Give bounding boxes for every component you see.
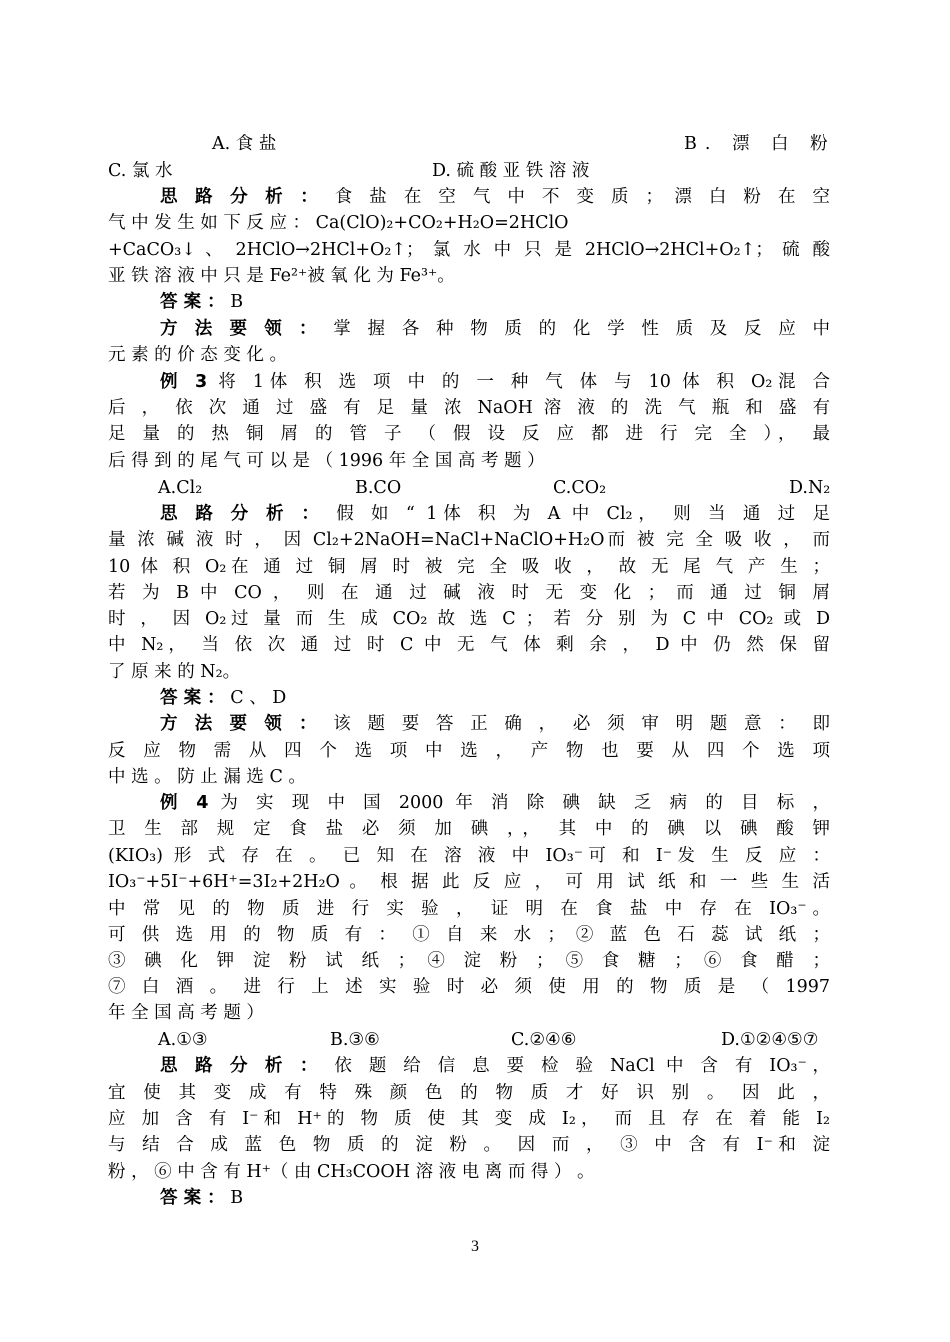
method-label: 方 法 要 领 ：	[160, 714, 323, 734]
chemical-equation: +CaCO₃↓ 、 2HClO→2HCl+O₂↑；	[108, 240, 424, 260]
q2-analysis-line: 亚 铁 溶 液 中 只 是 Fe²⁺被 氧 化 为 Fe³⁺。	[108, 266, 455, 286]
q3-analysis-line: 中 N₂， 当 依 次 通 过 时 C 中 无 气 体 剩 余 ， D 中 仍 然 保 留	[108, 635, 830, 655]
q3-method-line: 中 选 。 防 止 漏 选 C 。	[108, 767, 306, 787]
q4-analysis-line: 与 结 合 成 蓝 色 物 质 的 淀 粉 。 因 而 ， ③ 中 含 有 I⁻和 淀	[108, 1135, 830, 1155]
q2-analysis-line	[160, 184, 830, 210]
q4-stem-line	[160, 790, 830, 816]
q3-stem-line: 后 ， 依 次 通 过 盛 有 足 量 浓 NaOH 溶 液 的 洗 气 瓶 和 盛 有	[108, 398, 830, 418]
q2-analysis-line	[108, 210, 830, 236]
q4-stem-line: IO₃⁻+5I⁻+6H⁺=3I₂+2H₂O 。 根 据 此 反 应 ， 可 用 试 纸 和 一 些 生 活	[108, 872, 830, 892]
answer-label: 答 案 ：	[160, 688, 225, 708]
q3-option-d: D.N₂	[789, 478, 831, 498]
q4-option-a: A.①③	[158, 1030, 208, 1050]
q3-answer-line	[160, 685, 830, 711]
q4-option-c: C.②④⑥	[511, 1030, 577, 1050]
q2-method-line: 元 素 的 价 态 变 化 。	[108, 345, 287, 365]
q4-stem-line: 年 全 国 高 考 题 ）	[108, 1003, 264, 1023]
answer-value: C 、 D	[230, 688, 287, 708]
stem-text: 为 实 现 中 国 2000 年 消 除 碘 缺 乏 病 的 目 标 ，	[220, 793, 830, 813]
q4-analysis-line	[160, 1053, 830, 1079]
q3-stem-line: 足 量 的 热 铜 屑 的 管 子 （ 假 设 反 应 都 进 行 完 全 ）， 最	[108, 424, 830, 444]
q3-method-line: 反 应 物 需 从 四 个 选 项 中 选 ， 产 物 也 要 从 四 个 选 项	[108, 741, 830, 761]
page-number: 3	[471, 1238, 479, 1255]
method-text: 该 题 要 答 正 确 ， 必 须 审 明 题 意 ： 即	[333, 714, 830, 734]
q2-analysis-line	[108, 237, 830, 263]
q3-option-b: B.CO	[355, 478, 402, 498]
answer-label: 答 案 ：	[160, 1188, 225, 1208]
q3-analysis-line	[160, 501, 830, 527]
q2-answer-line	[160, 289, 830, 315]
analysis-text: 依 题 给 信 息 要 检 验 NaCl 中 含 有 IO₃⁻，	[334, 1056, 830, 1076]
q4-stem-line: 可 供 选 用 的 物 质 有 ： ① 自 来 水 ； ② 蓝 色 石 蕊 试 纸 ；	[108, 925, 830, 945]
q3-analysis-line: 时 ， 因 O₂过 量 而 生 成 CO₂ 故 选 C ； 若 分 别 为 C 中 CO₂ 或 D	[108, 609, 830, 629]
q3-option-a: A.Cl₂	[158, 478, 203, 498]
answer-value: B	[230, 1188, 244, 1208]
q3-analysis-line: 了 原 来 的 N₂。	[108, 662, 241, 682]
method-label: 方 法 要 领 ：	[160, 319, 323, 339]
q4-analysis-line: 粉 ， ⑥ 中 含 有 H⁺（ 由 CH₃COOH 溶 液 电 离 而 得 ） 。	[108, 1162, 595, 1182]
analysis-text: 食 盐 在 空 气 中 不 变 质 ； 漂 白 粉 在 空	[334, 187, 830, 207]
chemical-equation: Ca(ClO)₂+CO₂+H₂O=2HClO	[315, 213, 569, 233]
analysis-text: 假 如 “ 1体 积 为 A 中 Cl₂， 则 当 通 过 足	[336, 504, 830, 524]
stem-text: 将 1体 积 选 项 中 的 一 种 气 体 与 10 体 积 O₂混 合	[218, 372, 830, 392]
q3-stem-line: 后 得 到 的 尾 气 可 以 是 （ 1996 年 全 国 高 考 题 ）	[108, 451, 545, 471]
q3-method-line	[160, 711, 830, 737]
answer-label: 答 案 ：	[160, 292, 225, 312]
analysis-text: 氯 水 中 只 是 2HClO→2HCl+O₂↑； 硫 酸	[432, 240, 830, 260]
q4-analysis-line: 宜 使 其 变 成 有 特 殊 颜 色 的 物 质 才 好 识 别 。 因 此 ，	[108, 1083, 830, 1103]
q4-stem-line: 中 常 见 的 物 质 进 行 实 验 ， 证 明 在 食 盐 中 存 在 IO₃⁻。	[108, 899, 830, 919]
q3-stem-line	[160, 369, 830, 395]
q4-stem-line: (KIO₃) 形 式 存 在 。 已 知 在 溶 液 中 IO₃⁻可 和 I⁻发 生 反 应 ：	[108, 846, 830, 866]
q2-option-b: B. 漂 白 粉	[684, 134, 836, 154]
q3-analysis-line: 若 为 B 中 CO ， 则 在 通 过 碱 液 时 无 变 化 ； 而 通 过 铜 屑	[108, 583, 830, 603]
analysis-label: 思 路 分 析 ：	[160, 1056, 324, 1076]
q4-stem-line: ⑦ 白 酒 。 进 行 上 述 实 验 时 必 须 使 用 的 物 质 是 （ 1997	[108, 977, 830, 997]
analysis-label: 思 路 分 析 ：	[160, 187, 324, 207]
analysis-text: 气 中 发 生 如 下 反 应 ：	[108, 213, 311, 233]
example-label: 例 3	[160, 372, 208, 392]
q2-option-a: A. 食 盐	[212, 134, 277, 154]
q4-option-b: B.③⑥	[330, 1030, 380, 1050]
q2-method-line	[160, 316, 830, 342]
q4-answer-line	[160, 1185, 830, 1211]
answer-value: B	[230, 292, 244, 312]
q4-option-d: D.①②④⑤⑦	[721, 1030, 819, 1050]
analysis-label: 思 路 分 析 ：	[160, 504, 325, 524]
q4-analysis-line: 应 加 含 有 I⁻和 H⁺的 物 质 使 其 变 成 I₂， 而 且 存 在 着 能 I₂	[108, 1109, 830, 1129]
method-text: 掌 握 各 种 物 质 的 化 学 性 质 及 反 应 中	[333, 319, 830, 339]
q3-option-c: C.CO₂	[553, 478, 607, 498]
example-label: 例 4	[160, 793, 209, 813]
q3-analysis-line: 10 体 积 O₂在 通 过 铜 屑 时 被 完 全 吸 收 ， 故 无 尾 气 产 生 ；	[108, 557, 830, 577]
q2-option-c: C. 氯 水	[108, 161, 173, 181]
q4-stem-line: ③ 碘 化 钾 淀 粉 试 纸 ； ④ 淀 粉 ； ⑤ 食 糖 ； ⑥ 食 醋 ；	[108, 951, 830, 971]
q4-stem-line: 卫 生 部 规 定 食 盐 必 须 加 碘 ，， 其 中 的 碘 以 碘 酸 钾	[108, 819, 830, 839]
q3-analysis-line: 量 浓 碱 液 时 ， 因 Cl₂+2NaOH=NaCl+NaClO+H₂O而 被 完 全 吸 收 ， 而	[108, 530, 830, 550]
q2-option-d: D. 硫 酸 亚 铁 溶 液	[432, 161, 590, 181]
